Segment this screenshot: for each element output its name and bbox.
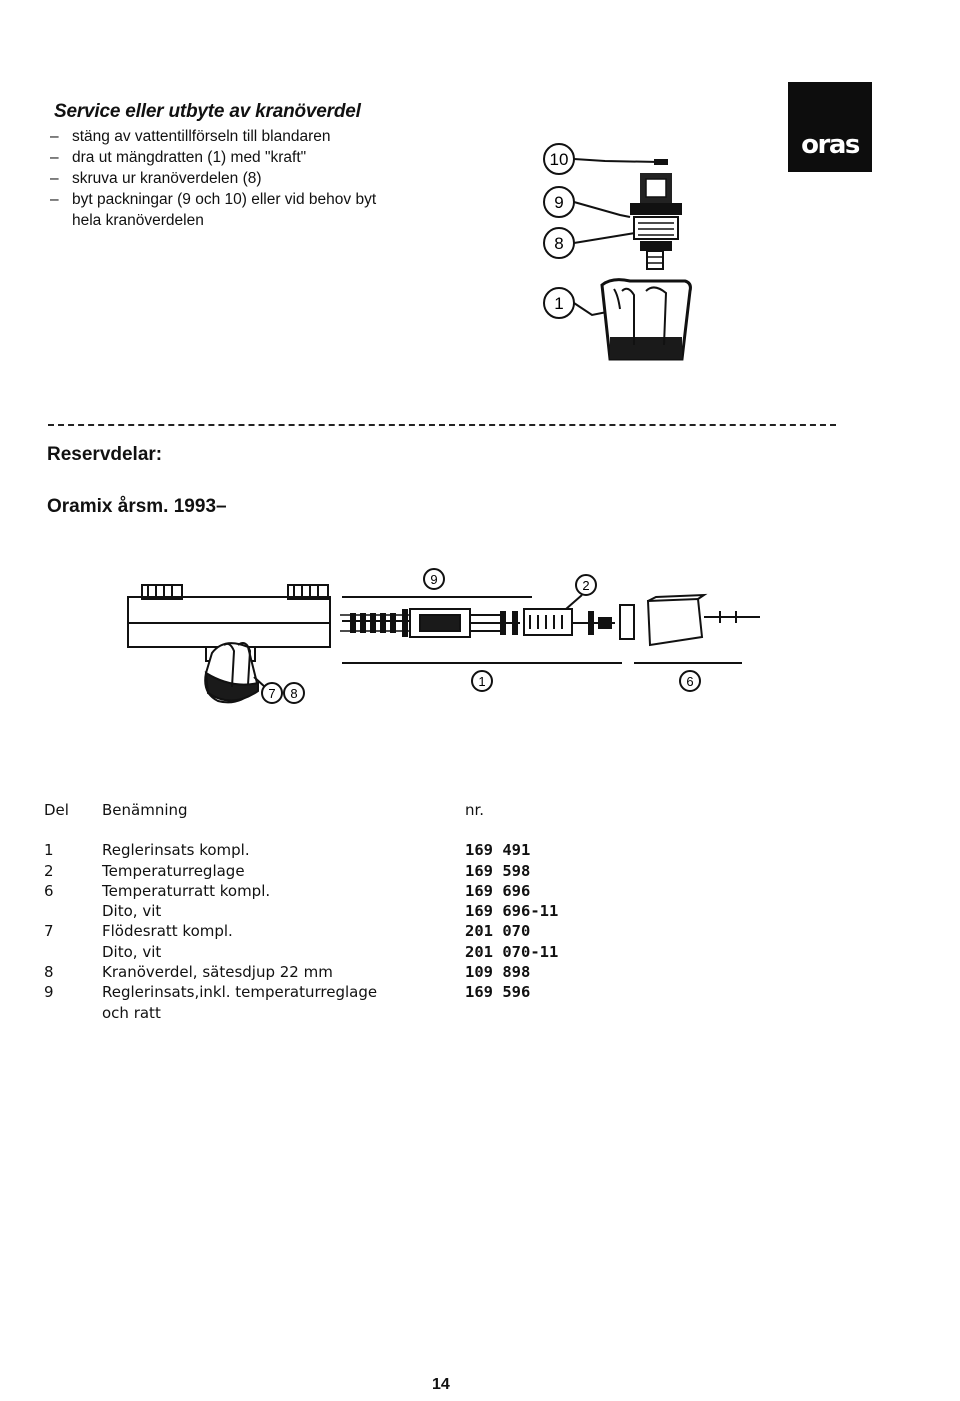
header-name: Benämning — [102, 801, 188, 819]
cell-nr: 169 598 — [465, 861, 531, 880]
instruction-step: – stäng av vattentillförseln till blandaren — [50, 128, 331, 145]
cell-del — [44, 1003, 102, 1023]
callout-label: 7 — [268, 686, 276, 701]
step-text: stäng av vattentillförseln till blandaren — [72, 128, 331, 145]
callout-label: 8 — [554, 234, 564, 253]
spare-parts-heading: Reservdelar: — [47, 444, 163, 465]
cell-nr: 201 070 — [465, 922, 531, 941]
table-row — [44, 921, 604, 941]
table-row — [44, 901, 604, 921]
cell-nr: 169 491 — [465, 841, 531, 860]
callout-label: 1 — [478, 674, 486, 689]
cell-del: 7 — [44, 922, 54, 941]
callout-label: 9 — [554, 193, 564, 212]
cell-del: 2 — [44, 861, 54, 880]
callout-label: 10 — [549, 150, 569, 169]
page-number: 14 — [432, 1376, 450, 1393]
logo-text: oras — [801, 130, 859, 160]
step-text: byt packningar (9 och 10) eller vid behov byt — [72, 191, 377, 208]
cell-name: Dito, vit — [102, 942, 162, 961]
cell-del — [44, 942, 102, 962]
table-row — [44, 942, 604, 962]
step-text: skruva ur kranöverdelen (8) — [72, 170, 262, 187]
instruction-step: – dra ut mängdratten (1) med "kraft" — [50, 149, 307, 166]
cell-del: 8 — [44, 963, 54, 982]
cell-name: Temperaturreglage — [102, 861, 245, 880]
section-divider — [48, 424, 836, 426]
callout-label: 9 — [430, 572, 438, 587]
callout-label: 8 — [290, 686, 298, 701]
instruction-step: – skruva ur kranöverdelen (8) — [50, 170, 262, 187]
step-continuation: hela kranöverdelen — [72, 212, 204, 229]
cell-name: Temperaturratt kompl. — [102, 881, 271, 900]
cell-name: Reglerinsats,inkl. temperaturreglage — [102, 983, 378, 1002]
cell-del — [44, 901, 102, 921]
table-row — [44, 840, 604, 860]
callout-label: 2 — [582, 578, 590, 593]
instruction-step: – byt packningar (9 och 10) eller vid behov byt — [50, 191, 377, 208]
table-row — [44, 962, 604, 982]
table-row — [44, 982, 604, 1002]
oras-logo — [788, 82, 872, 172]
cell-name: och ratt — [102, 1003, 161, 1022]
cell-name: Kranöverdel, sätesdjup 22 mm — [102, 963, 333, 982]
section-title: Service eller utbyte av kranöverdel — [54, 101, 361, 122]
table-row — [44, 861, 604, 881]
mixer-exploded-diagram — [120, 565, 780, 730]
cell-name: Reglerinsats kompl. — [102, 841, 250, 860]
cell-name: Flödesratt kompl. — [102, 922, 233, 941]
instruction-list — [50, 126, 376, 231]
cell-del: 9 — [44, 983, 54, 1002]
cell-del: 1 — [44, 841, 54, 860]
cell-name: Dito, vit — [102, 902, 162, 921]
cell-nr: 109 898 — [465, 963, 531, 982]
header-nr: nr. — [465, 801, 485, 819]
parts-table — [44, 800, 604, 1023]
header-del: Del — [44, 801, 69, 819]
callout-label: 1 — [554, 294, 564, 313]
cell-nr — [465, 1003, 604, 1023]
callout-label: 6 — [686, 674, 694, 689]
cell-nr: 169 696 — [465, 881, 531, 900]
table-header-row — [44, 800, 604, 840]
step-text: dra ut mängdratten (1) med "kraft" — [72, 149, 307, 166]
valve-assembly-diagram — [530, 135, 730, 365]
model-heading: Oramix årsm. 1993– — [47, 496, 227, 517]
table-row — [44, 881, 604, 901]
cell-nr: 201 070-11 — [465, 942, 559, 961]
cell-del: 6 — [44, 881, 54, 900]
table-row — [44, 1003, 604, 1023]
cell-nr: 169 696-11 — [465, 902, 559, 921]
cell-nr: 169 596 — [465, 983, 531, 1002]
